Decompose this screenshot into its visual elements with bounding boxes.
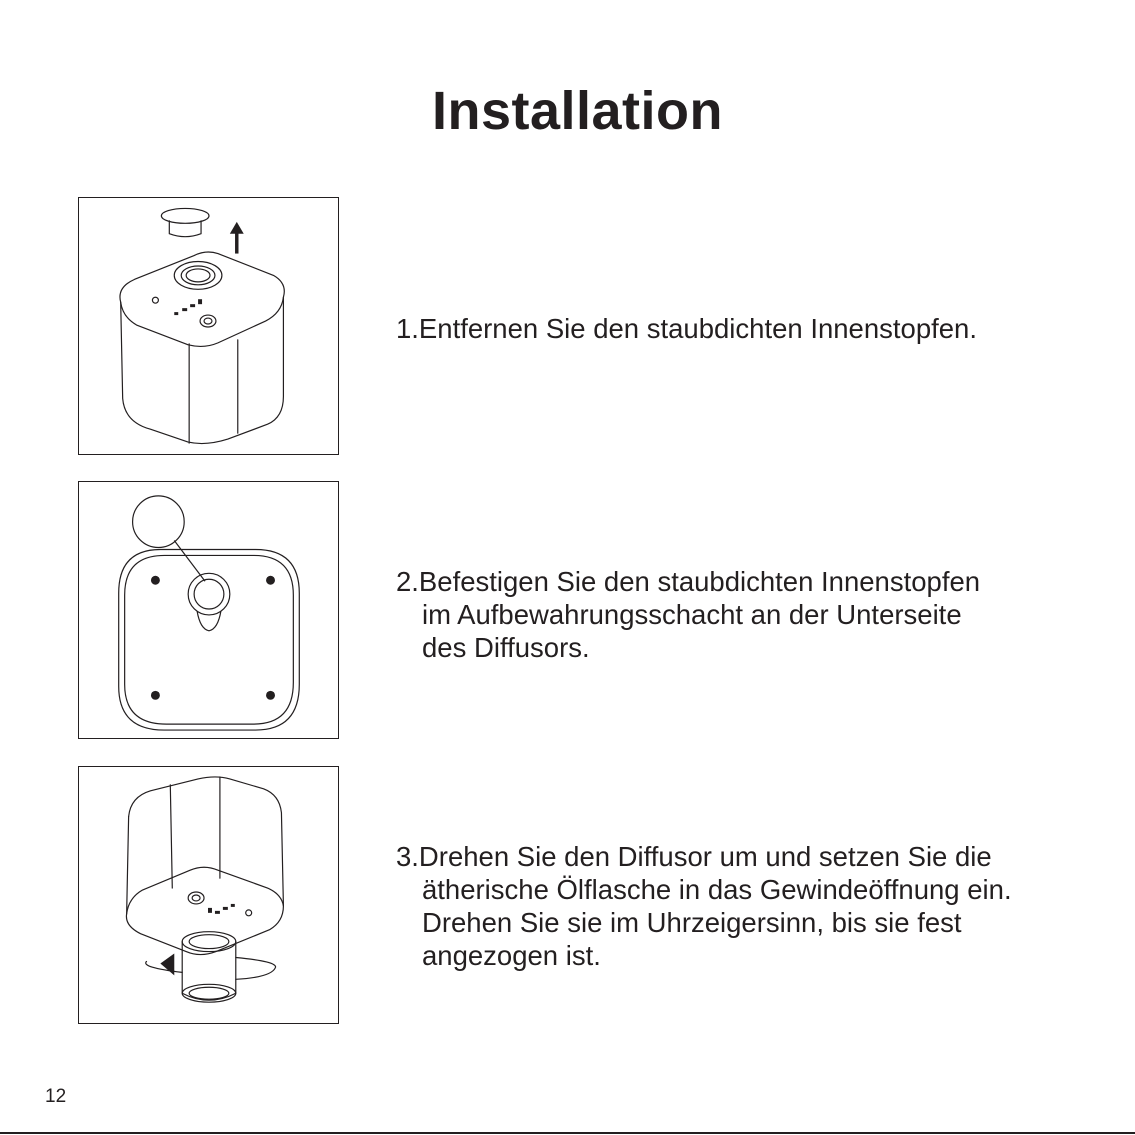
storage-slot-tab	[197, 611, 221, 631]
diffuser-oil-bottle-insert-illustration	[78, 766, 339, 1024]
up-arrow-icon	[230, 222, 244, 254]
step-3-line-2: ätherische Ölflasche in das Gewindeöffnung ein.	[422, 874, 1012, 905]
step-2-line-1: 2.Befestigen Sie den staubdichten Innenstopfen	[396, 566, 981, 597]
base-feet	[151, 576, 275, 700]
led-1	[174, 312, 178, 315]
led-1	[208, 908, 212, 913]
diffuser-stopper-removal-drawing	[79, 198, 338, 454]
step-3-text	[396, 840, 1012, 972]
led-4	[231, 904, 235, 907]
control-leds	[174, 299, 202, 315]
diffuser-bottom-storage-slot-illustration	[78, 481, 339, 739]
led-4	[198, 299, 202, 304]
top-opening-core	[186, 269, 210, 282]
led-2	[182, 308, 187, 311]
stopper-callout-circle	[133, 496, 185, 548]
power-button-center	[204, 318, 212, 324]
step-2-line-3: des Diffusors.	[422, 632, 590, 663]
power-button-icon	[188, 892, 204, 904]
diffuser-bottom-drawing	[79, 482, 338, 738]
rotation-arrow-icon	[160, 954, 174, 976]
indicator-light-icon	[152, 297, 158, 303]
step-3-line-4: angezogen ist.	[422, 940, 601, 971]
led-2	[215, 911, 220, 914]
step-2-line-2: im Aufbewahrungsschacht an der Unterseite	[422, 599, 962, 630]
storage-slot-inner	[194, 579, 224, 609]
foot-top-left	[151, 576, 160, 585]
step-1-text	[396, 312, 977, 345]
page-title: Installation	[431, 81, 724, 141]
foot-bottom-left	[151, 691, 160, 700]
inverted-body-left	[127, 817, 129, 914]
diffuser-inverted-drawing	[79, 767, 338, 1023]
led-3	[223, 907, 228, 910]
stopper-top-ellipse	[161, 208, 209, 223]
foot-bottom-right	[266, 691, 275, 700]
indicator-light-icon	[246, 910, 252, 916]
bottle-neck-ellipse	[189, 935, 229, 949]
control-face	[126, 867, 283, 954]
diffuser-top-stopper-removal-illustration	[78, 197, 339, 455]
led-3	[190, 304, 195, 307]
bottle-bottom-inner	[189, 987, 229, 999]
power-button-icon	[200, 315, 216, 327]
step-1-line-1: 1.Entfernen Sie den staubdichten Innenstopfen.	[396, 313, 977, 344]
diffuser-body-outline	[121, 297, 284, 443]
foot-top-right	[266, 576, 275, 585]
power-button-center	[192, 895, 200, 901]
page-number: 12	[45, 1086, 67, 1107]
step-2-text	[396, 565, 980, 664]
step-3-line-1: 3.Drehen Sie den Diffusor um und setzen Sie die	[396, 841, 992, 872]
inverted-edge-line	[170, 785, 172, 888]
bottom-divider	[0, 1132, 1135, 1134]
control-leds	[208, 904, 235, 914]
step-3-line-3: Drehen Sie sie im Uhrzeigersinn, bis sie fest	[422, 907, 962, 938]
